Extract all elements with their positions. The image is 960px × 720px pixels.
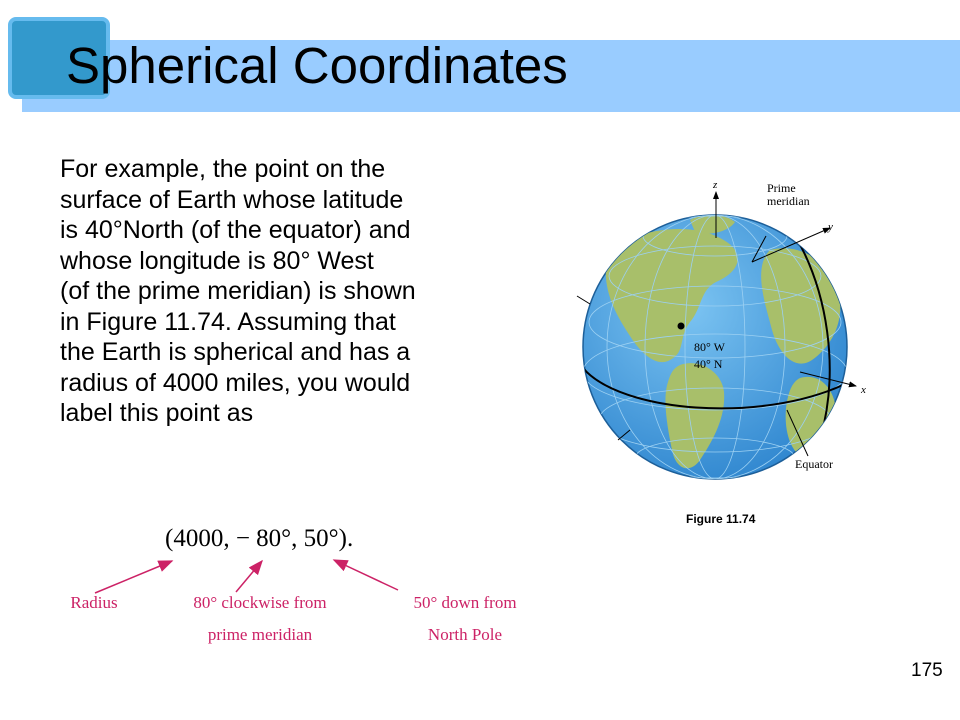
slide-title: Spherical Coordinates — [66, 37, 568, 94]
prime-meridian-label-line2: meridian — [767, 194, 810, 208]
annotation-clockwise-line1: 80° clockwise from — [193, 593, 327, 612]
arrow-clockwise — [236, 561, 262, 592]
annotation-clockwise-line2: prime meridian — [207, 625, 313, 644]
prime-meridian-label-line1: Prime — [767, 181, 796, 195]
figure-caption: Figure 11.74 — [686, 512, 756, 526]
y-axis-label: y — [828, 221, 833, 233]
coordinate-tuple: (4000, − 80°, 50°). — [165, 525, 354, 552]
x-axis-label: x — [861, 384, 866, 396]
point-latitude-label: 40° N — [694, 357, 723, 371]
location-point-marker — [678, 323, 685, 330]
body-line: the Earth is spherical and has a — [60, 338, 411, 366]
body-line: radius of 4000 miles, you would — [60, 368, 411, 397]
body-line: in Figure 11.74. Assuming that — [60, 307, 396, 336]
body-line: label this point as — [60, 399, 254, 427]
annotation-down-line1: 50° down from — [413, 593, 517, 612]
annotation-radius: Radius — [70, 593, 118, 612]
equator-label: Equator — [795, 457, 833, 471]
page-number: 175 — [911, 660, 943, 681]
body-line: surface of Earth whose latitude — [60, 185, 404, 214]
arrow-down — [334, 560, 398, 590]
body-line: (of the prime meridian) is shown — [60, 277, 416, 305]
annotation-down-line2: North Pole — [427, 625, 503, 644]
body-line: whose longitude is 80° West — [60, 246, 374, 275]
arrow-radius — [95, 561, 172, 593]
body-line: is 40°North (of the equator) and — [60, 216, 411, 244]
body-line: For example, the point on the — [60, 155, 386, 183]
earth-globe-graphic — [577, 192, 856, 479]
z-axis-label: z — [713, 179, 718, 191]
point-longitude-label: 80° W — [694, 340, 725, 354]
